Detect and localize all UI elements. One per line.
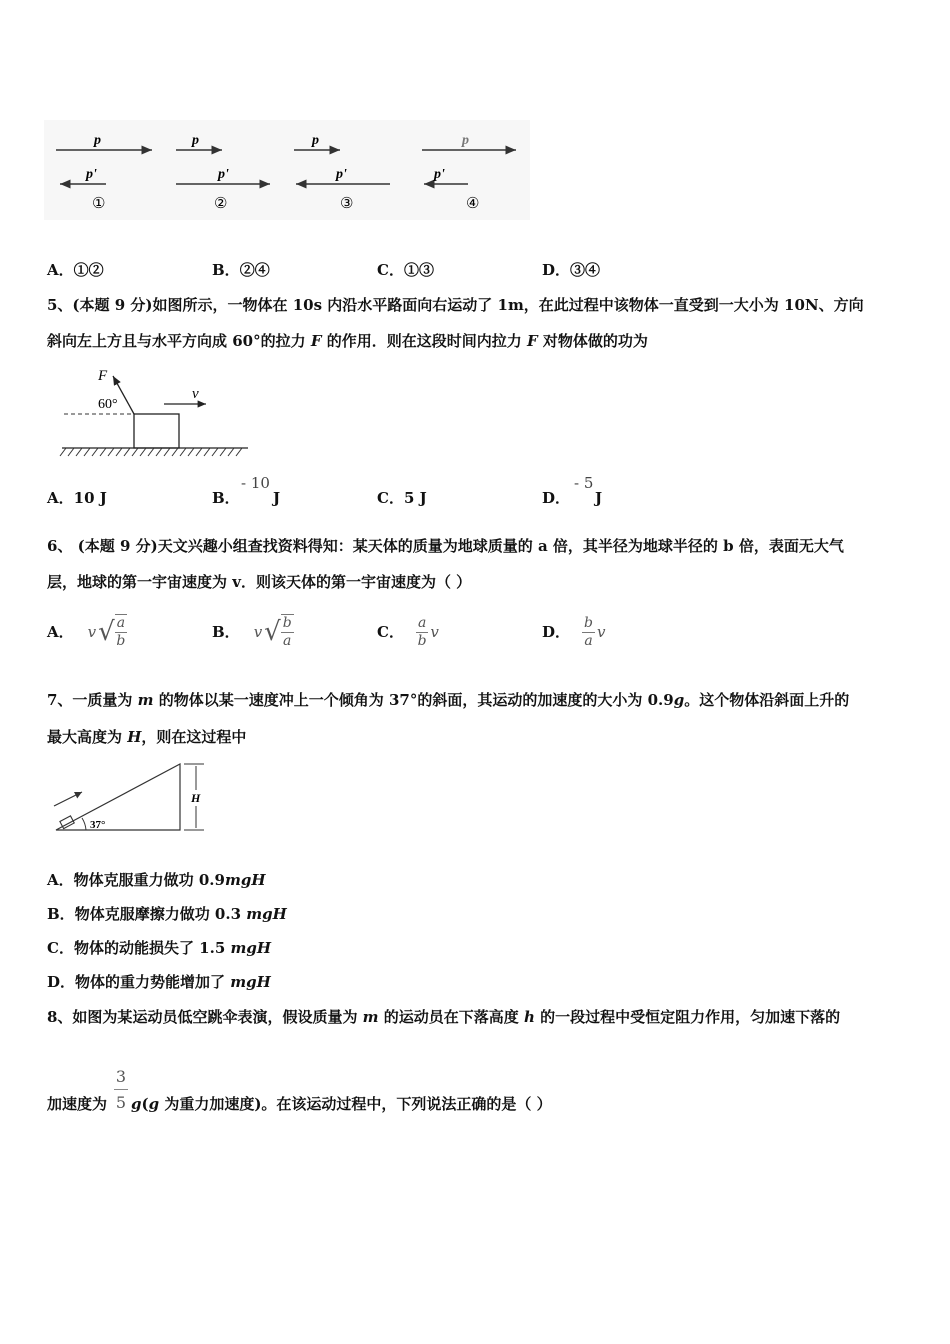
q5-option-b-unit: J [273,489,281,507]
q7-incline-figure [48,758,216,836]
svg-text:p: p [312,133,319,148]
q7-line-1: 7、一质量为 m 的物体以某一速度冲上一个倾角为 37°的斜面，其运动的加速度的大小为 0.9g。这个物体沿斜面上升的 [47,691,850,709]
q4-option-c[interactable]: C．①③ [377,261,434,279]
svg-text:p: p [192,133,199,148]
q7-option-d[interactable]: D．物体的重力势能增加了 mgH [47,973,271,991]
q5-line-1: 5、(本题 9 分)如图所示，一物体在 10s 内沿水平路面向右运动了 1m，在此过程中该物体一直受到一大小为 10N、方向 [47,296,864,314]
svg-text:v: v [192,386,199,402]
q5-option-a[interactable]: A．10 J [47,489,107,507]
q4-option-d[interactable]: D．③④ [542,261,601,279]
svg-text:H: H [191,791,201,805]
q8-fraction-bar [114,1089,128,1090]
q6-a-fraction: $\frac{a}{b}$ [116,615,126,649]
q7-option-a[interactable]: A．物体克服重力做功 0.9mgH [47,871,266,889]
q5-line-2: 斜向左上方且与水平方向成 60°的拉力 F 的作用．则在这段时间内拉力 F 对物体做的功为 [47,332,648,350]
q5-option-b-value: - 10 [241,474,270,492]
svg-text:60°: 60° [98,397,118,412]
q5-option-d-value: - 5 [574,474,594,492]
q6-c-fraction: $\frac{a}{b}$ [417,614,427,649]
svg-text:37°: 37° [90,819,106,831]
svg-text:p': p' [218,167,229,182]
svg-text:③: ③ [340,196,354,212]
q5-option-b[interactable]: B． [212,489,240,507]
q7-option-b[interactable]: B．物体克服摩擦力做功 0.3 mgH [47,905,287,923]
q5-block-figure [58,364,254,462]
q6-d-fraction: $\frac{b}{a}$ [584,614,593,649]
svg-text:p': p' [86,167,97,182]
svg-text:F: F [98,368,108,384]
svg-text:p': p' [434,167,445,182]
q7-line-2: 最大高度为 H，则在这过程中 [47,728,247,746]
q8-fraction-numerator: 3 [115,1067,127,1086]
q8-line-2: g(g 为重力加速度)。在该运动过程中，下列说法正确的是（ ） [131,1095,552,1113]
q6-b-fraction: $\frac{b}{a}$ [282,615,292,649]
q5-option-c[interactable]: C．5 J [377,489,427,507]
momentum-arrows-figure [44,120,530,220]
svg-text:p': p' [336,167,347,182]
q6-option-c[interactable]: C． $\frac{a}{b}$ v [377,614,439,649]
q5-option-d[interactable]: D． [542,489,571,507]
q4-option-a[interactable]: A．①② [47,261,104,279]
q6-line-2: 层，地球的第一宇宙速度为 v．则该天体的第一宇宙速度为（ ） [47,573,472,591]
svg-text:②: ② [214,196,228,212]
q6-option-a[interactable]: A． v √ $\frac{a}{b}$ [47,615,126,649]
q6-option-d[interactable]: D． $\frac{b}{a}$ v [542,614,606,649]
q8-line-1: 8、如图为某运动员低空跳伞表演，假设质量为 m 的运动员在下落高度 h 的一段过程中受恒定阻力作用，匀加速下落的 [47,1008,841,1026]
q8-fraction-denominator: 5 [115,1093,127,1112]
q8-line-2-prefix: 加速度为 [47,1095,108,1113]
q6-option-b[interactable]: B． v √ $\frac{b}{a}$ [212,615,292,649]
q7-option-c[interactable]: C．物体的动能损失了 1.5 mgH [47,939,272,957]
svg-text:p: p [462,133,469,148]
svg-text:④: ④ [466,196,480,212]
svg-text:①: ① [92,196,106,212]
q5-option-d-unit: J [595,489,603,507]
svg-text:p: p [94,133,101,148]
q6-line-1: 6、 (本题 9 分)天文兴趣小组查找资料得知：某天体的质量为地球质量的 a 倍，其半径为地球半径的 b 倍，表面无大气 [47,537,844,555]
q4-option-b[interactable]: B．②④ [212,261,270,279]
